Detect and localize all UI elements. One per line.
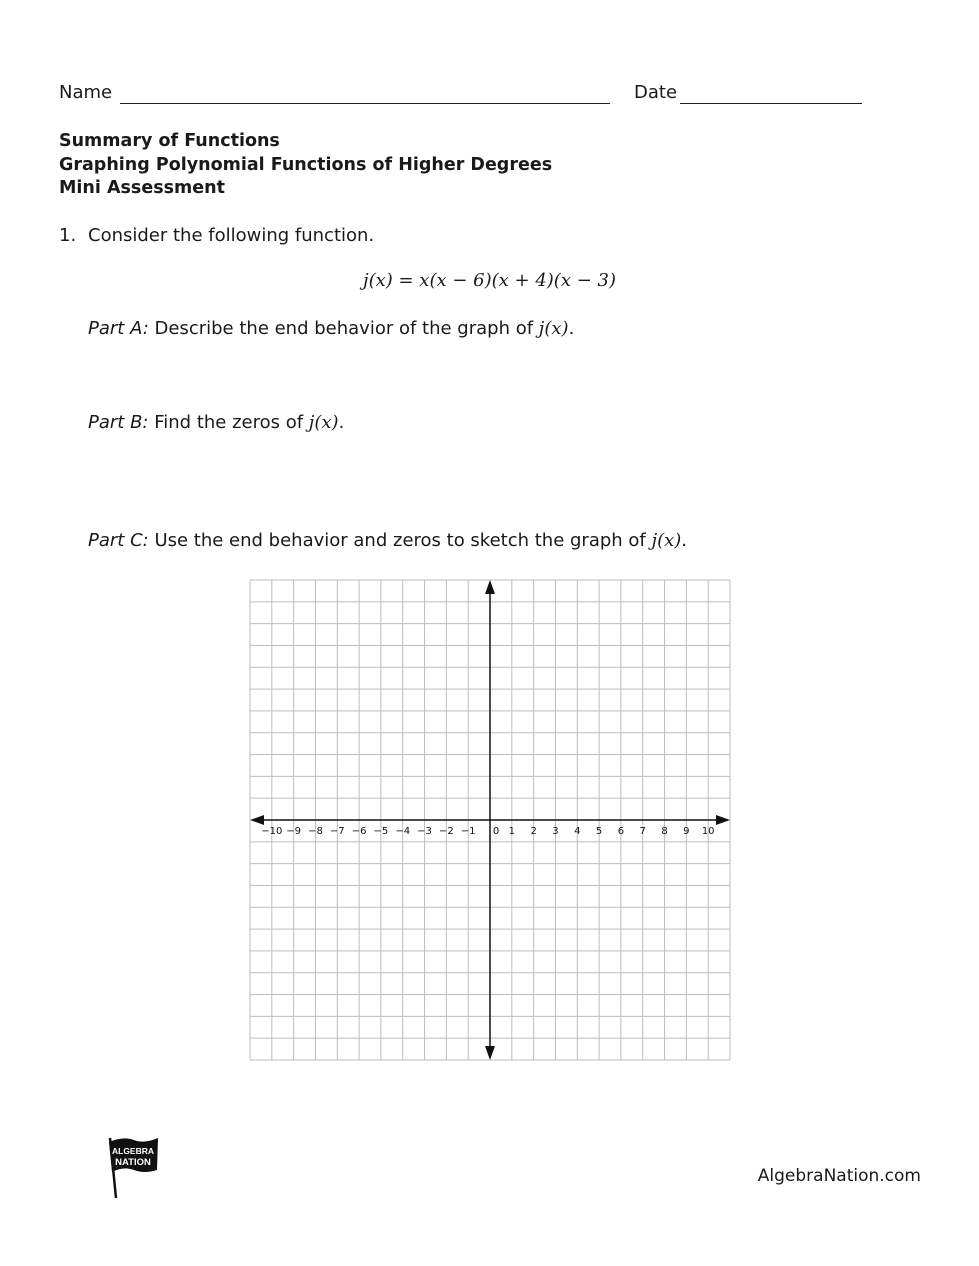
algebra-nation-logo — [104, 1136, 164, 1202]
date-field-line[interactable] — [680, 103, 862, 104]
logo-text-line-2: NATION — [115, 1157, 151, 1168]
part-a-label: Part A: — [88, 318, 149, 339]
x-axis-left-arrow — [250, 815, 264, 825]
question-prompt: Consider the following function. — [88, 225, 375, 246]
x-tick-label: 10 — [701, 826, 715, 837]
x-tick-label: 8 — [661, 826, 668, 837]
part-a-end: . — [568, 318, 575, 339]
part-a — [88, 318, 574, 339]
x-tick-label: 6 — [617, 826, 625, 837]
x-tick-label: −4 — [395, 826, 411, 837]
x-tick-label: 4 — [574, 826, 581, 837]
x-tick-label: 5 — [595, 826, 603, 837]
part-c — [88, 530, 687, 551]
footer-site[interactable]: AlgebraNation.com — [757, 1166, 921, 1186]
x-tick-label: −10 — [261, 826, 283, 837]
title-line-1: Summary of Functions — [59, 131, 280, 151]
y-axis-up-arrow — [485, 580, 495, 594]
part-b-text: Find the zeros of — [154, 412, 309, 433]
x-tick-labels — [261, 826, 714, 837]
part-b-label: Part B: — [88, 412, 149, 433]
x-axis-right-arrow — [716, 815, 730, 825]
title-line-2: Graphing Polynomial Functions of Higher Degrees — [59, 154, 553, 175]
logo-text-line-1: ALGEBRA — [111, 1146, 155, 1156]
x-tick-label: −9 — [286, 826, 302, 837]
x-tick-label: 0 — [492, 826, 500, 837]
x-tick-label: −2 — [438, 826, 454, 837]
x-tick-label: −8 — [308, 826, 323, 837]
name-field-line[interactable] — [120, 103, 610, 104]
x-tick-label: −5 — [373, 826, 389, 837]
function-equation: j(x) = x(x − 6)(x + 4)(x − 3) — [363, 270, 616, 291]
part-a-func: j(x) — [538, 318, 569, 339]
axes — [250, 580, 730, 1060]
x-tick-label: −3 — [417, 826, 432, 837]
x-tick-label: 3 — [552, 826, 559, 837]
question-number: 1. — [59, 225, 77, 246]
x-tick-label: 1 — [508, 826, 516, 837]
part-a-text: Describe the end behavior of the graph of — [154, 318, 539, 339]
part-c-text: Use the end behavior and zeros to sketch the graph of — [154, 530, 652, 551]
x-tick-label: 2 — [530, 826, 537, 837]
x-tick-label: −1 — [460, 826, 476, 837]
title-line-3: Mini Assessment — [59, 178, 225, 198]
y-axis-down-arrow — [485, 1046, 495, 1060]
x-tick-label: 7 — [639, 826, 646, 837]
coordinate-grid[interactable] — [240, 570, 740, 1070]
part-b-end: . — [338, 412, 345, 433]
x-tick-label: 9 — [683, 826, 690, 837]
part-c-label: Part C: — [88, 530, 149, 551]
part-c-func: j(x) — [651, 530, 682, 551]
part-b-func: j(x) — [308, 412, 339, 433]
part-b — [88, 412, 344, 433]
title-block — [59, 130, 552, 201]
x-tick-label: −6 — [351, 826, 367, 837]
date-label: Date — [634, 82, 678, 103]
x-tick-label: −7 — [329, 826, 345, 837]
name-label: Name — [59, 82, 113, 103]
part-c-end: . — [681, 530, 688, 551]
